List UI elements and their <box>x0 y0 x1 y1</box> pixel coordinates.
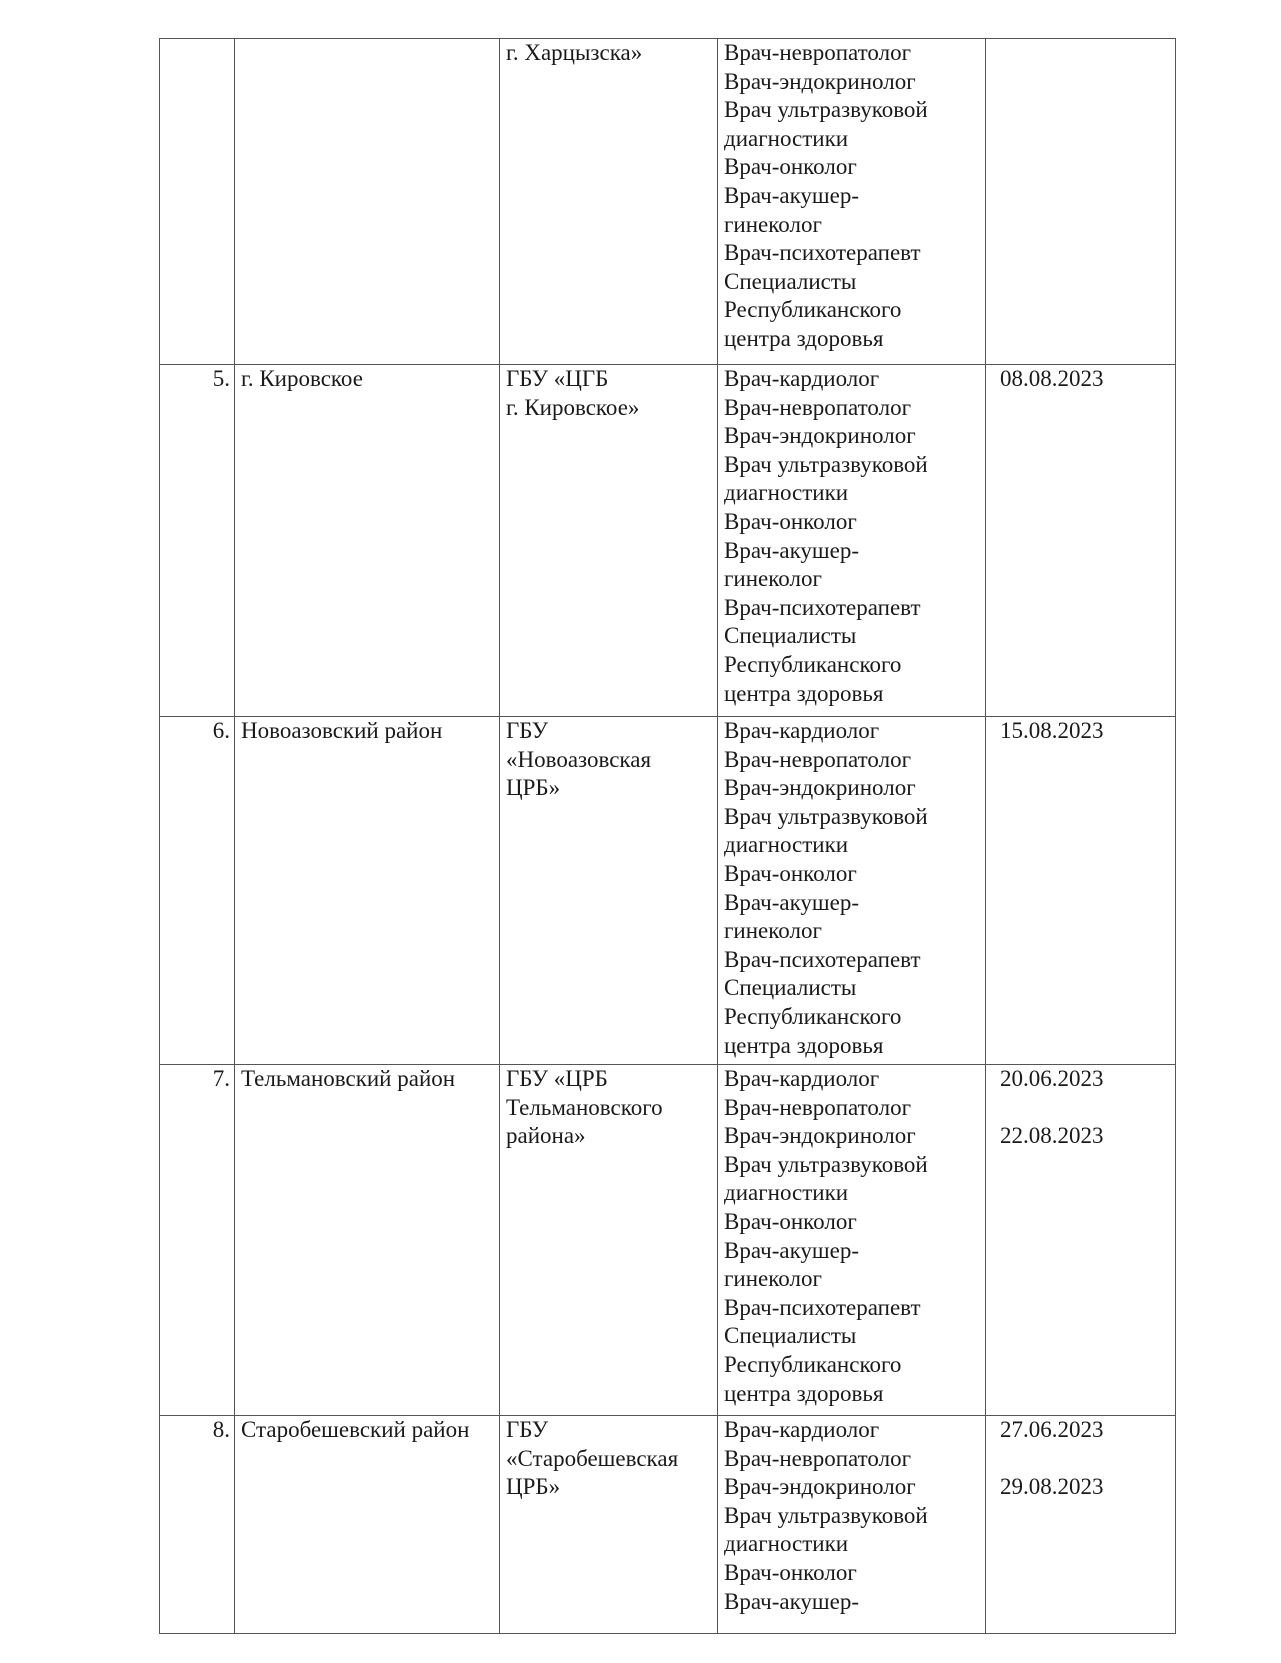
specialists-cell <box>718 365 986 717</box>
institution-line: ГБУ «ЦГБ <box>506 366 609 391</box>
district-cell <box>235 1416 500 1634</box>
specialist-line: Республиканского <box>724 1351 902 1377</box>
specialist-line: Врач-кардиолог <box>724 1066 880 1091</box>
row-number-cell <box>160 39 235 365</box>
specialist-line: диагностики <box>724 125 849 151</box>
institution-line: ГБУ <box>506 1417 548 1442</box>
visit-date: 15.08.2023 <box>1000 718 1104 743</box>
specialist-line: Врач-онколог <box>724 1559 857 1585</box>
specialist-line: Врач ультразвуковой <box>724 803 928 829</box>
row-number: 5. <box>212 366 230 391</box>
specialist-line: центра здоровья <box>724 1380 884 1406</box>
district-cell <box>235 717 500 1065</box>
district-name: Новоазовский район <box>241 718 443 743</box>
specialist-line: Специалисты <box>724 975 857 1001</box>
institution-line: «Старобешевская <box>506 1445 679 1471</box>
specialist-line: гинеколог <box>724 211 822 237</box>
specialist-line: Врач-психотерапевт <box>724 594 921 620</box>
specialist-line: диагностики <box>724 832 849 858</box>
specialist-line: диагностики <box>724 1531 849 1557</box>
specialist-line: Специалисты <box>724 1323 857 1349</box>
district-cell <box>235 365 500 717</box>
district-cell <box>235 39 500 365</box>
schedule-table <box>159 38 1176 1634</box>
visit-date: 22.08.2023 <box>1000 1123 1104 1149</box>
institution-line: района» <box>506 1123 586 1149</box>
institution-line: Тельмановского <box>506 1094 663 1120</box>
visit-date: 20.06.2023 <box>1000 1066 1104 1091</box>
visit-date: 27.06.2023 <box>1000 1417 1104 1442</box>
specialist-line: Врач-психотерапевт <box>724 240 921 266</box>
specialist-line: Врач-кардиолог <box>724 718 880 743</box>
specialist-line: Врач-онколог <box>724 154 857 180</box>
specialist-line: Врач-кардиолог <box>724 366 880 391</box>
institution-line: «Новоазовская <box>506 746 652 772</box>
specialist-line: Врач-эндокринолог <box>724 1474 916 1500</box>
specialist-line: диагностики <box>724 1180 849 1206</box>
specialist-line: центра здоровья <box>724 325 884 351</box>
specialist-line: гинеколог <box>724 566 822 592</box>
row-number: 7. <box>212 1066 230 1091</box>
specialist-line: Врач-невропатолог <box>724 394 912 420</box>
specialist-line: Врач-эндокринолог <box>724 68 916 94</box>
specialist-line: Врач-онколог <box>724 508 857 534</box>
row-number-cell <box>160 365 235 717</box>
institution-line: г. Харцызска» <box>506 40 643 65</box>
visit-date: 29.08.2023 <box>1000 1474 1104 1500</box>
specialist-line: Врач-акушер- <box>724 1237 859 1263</box>
institution-cell <box>500 39 718 365</box>
specialist-line: Врач-эндокринолог <box>724 423 916 449</box>
specialist-line: гинеколог <box>724 918 822 944</box>
specialist-line: центра здоровья <box>724 680 884 706</box>
row-number-cell <box>160 1416 235 1634</box>
date-cell <box>986 717 1176 1065</box>
row-number: 6. <box>212 718 230 743</box>
specialist-line: Врач-невропатолог <box>724 1094 912 1120</box>
specialist-line: Врач-психотерапевт <box>724 1294 921 1320</box>
specialist-line: Специалисты <box>724 623 857 649</box>
table-row <box>160 1065 1176 1416</box>
specialist-line: диагностики <box>724 480 849 506</box>
specialist-line: Врач-психотерапевт <box>724 946 921 972</box>
row-number-cell <box>160 717 235 1065</box>
specialist-line: Врач ультразвуковой <box>724 1502 928 1528</box>
table-row <box>160 717 1176 1065</box>
specialist-line: Республиканского <box>724 651 902 677</box>
institution-cell <box>500 365 718 717</box>
institution-line: ЦРБ» <box>506 775 561 801</box>
specialist-line: Врач-акушер- <box>724 889 859 915</box>
specialist-line: Врач-акушер- <box>724 537 859 563</box>
specialist-line: Врач-онколог <box>724 1208 857 1234</box>
date-cell <box>986 1416 1176 1634</box>
institution-line: ЦРБ» <box>506 1474 561 1500</box>
table-row <box>160 365 1176 717</box>
institution-cell <box>500 1065 718 1416</box>
specialists-cell <box>718 717 986 1065</box>
specialist-line: Врач ультразвуковой <box>724 97 928 123</box>
institution-cell <box>500 1416 718 1634</box>
specialist-line: Врач ультразвуковой <box>724 451 928 477</box>
district-name: Старобешевский район <box>241 1417 470 1442</box>
specialists-cell <box>718 1416 986 1634</box>
date-cell <box>986 39 1176 365</box>
institution-line: ГБУ «ЦРБ <box>506 1066 608 1091</box>
specialist-line: центра здоровья <box>724 1032 884 1058</box>
specialist-line: Республиканского <box>724 297 902 323</box>
visit-date: 08.08.2023 <box>1000 366 1104 391</box>
institution-line: ГБУ <box>506 718 548 743</box>
specialist-line: Врач-акушер- <box>724 1588 859 1614</box>
row-number-cell <box>160 1065 235 1416</box>
specialists-cell <box>718 39 986 365</box>
specialist-line: Врач-акушер- <box>724 182 859 208</box>
specialists-cell <box>718 1065 986 1416</box>
specialist-line: Врач-онколог <box>724 860 857 886</box>
specialist-line: Врач-кардиолог <box>724 1417 880 1442</box>
district-name: Тельмановский район <box>241 1066 456 1091</box>
specialist-line: Специалисты <box>724 268 857 294</box>
institution-cell <box>500 717 718 1065</box>
specialist-line: Врач-эндокринолог <box>724 1123 916 1149</box>
specialist-line: Врач-невропатолог <box>724 746 912 772</box>
district-name: г. Кировское <box>241 366 363 391</box>
date-cell <box>986 365 1176 717</box>
institution-line: г. Кировское» <box>506 394 640 420</box>
specialist-line: Врач-невропатолог <box>724 40 912 65</box>
specialist-line: Врач-невропатолог <box>724 1445 912 1471</box>
specialist-line: гинеколог <box>724 1266 822 1292</box>
district-cell <box>235 1065 500 1416</box>
date-cell <box>986 1065 1176 1416</box>
row-number: 8. <box>212 1417 230 1442</box>
table-row <box>160 1416 1176 1634</box>
specialist-line: Врач-эндокринолог <box>724 775 916 801</box>
specialist-line: Республиканского <box>724 1003 902 1029</box>
specialist-line: Врач ультразвуковой <box>724 1151 928 1177</box>
table-row <box>160 39 1176 365</box>
